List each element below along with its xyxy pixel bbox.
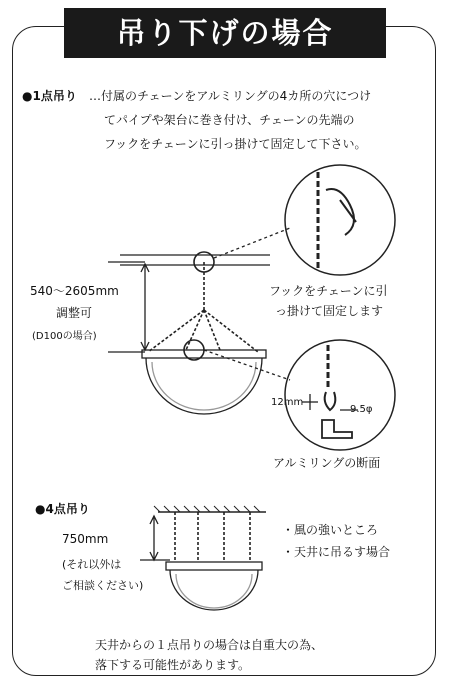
page-title: 吊り下げの場合 (64, 8, 386, 58)
hook-icon (285, 165, 395, 275)
dim-9-5: 9.5φ (350, 404, 373, 415)
ceiling (154, 506, 266, 512)
ring-section-icon (285, 340, 395, 450)
one-point-line-1: …付属のチェーンをアルミリングの4カ所の穴につけ (89, 89, 372, 103)
d100-note: (D100の場合) (32, 331, 97, 342)
chain-icon (175, 512, 250, 562)
ring-caption: アルミリングの断面 (273, 456, 381, 470)
bullet-ceiling: ・天井に吊るす場合 (282, 545, 391, 559)
four-point-dimension (140, 516, 170, 560)
footer-line-2: 落下する可能性があります。 (95, 658, 251, 672)
adjust-label: 調整可 (56, 306, 93, 320)
length-label: 750mm (62, 532, 109, 546)
hook-caption-2: っ掛けて固定します (275, 304, 384, 318)
footer-line-1: 天井からの１点吊りの場合は自重大の為、 (95, 638, 324, 652)
dimension-arrow (108, 262, 149, 352)
dome-lamp-icon (142, 350, 266, 414)
other-note-1: (それ以外は (62, 558, 122, 571)
one-point-heading: ●1点吊り (22, 89, 77, 103)
chain-icon (148, 262, 258, 352)
dim-12mm: 12mm (271, 397, 304, 408)
four-point-heading: ●4点吊り (35, 502, 90, 516)
other-note-2: ご相談ください) (62, 579, 144, 592)
one-point-line-3: フックをチェーンに引っ掛けて固定して下さい。 (104, 137, 367, 151)
one-point-line-2: てパイプや架台に巻き付け、チェーンの先端の (104, 113, 355, 127)
dome-lamp-icon (166, 562, 262, 610)
hook-caption-1: フックをチェーンに引 (269, 284, 388, 298)
bullet-wind: ・風の強いところ (282, 523, 379, 537)
range-label: 540〜2605mm (30, 284, 119, 298)
